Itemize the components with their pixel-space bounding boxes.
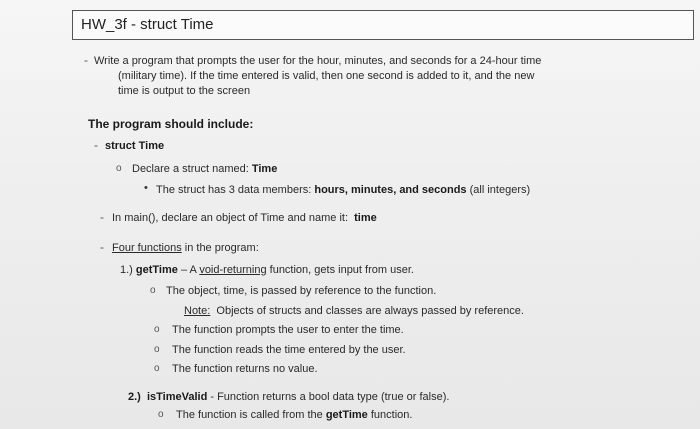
struct-label: struct Time (105, 140, 165, 152)
members-prefix: The struct has 3 data members: (156, 184, 312, 196)
main-prefix: In main(), declare an object of Time and name it: (112, 212, 349, 224)
function-1-number: 1.) (120, 264, 133, 276)
functions-heading-underlined: Four functions (112, 242, 182, 254)
intro-line-1: Write a program that prompts the user for the hour, minutes, and seconds for a 24-hour time (94, 55, 542, 67)
dot-bullet-icon: • (144, 182, 148, 194)
circle-bullet-icon: o (116, 163, 122, 174)
function-2-line (128, 391, 449, 403)
function-1-bullet-1: The object, time, is passed by reference to the function. (166, 285, 437, 297)
struct-dash: - (94, 138, 98, 152)
function-1-name: getTime (135, 264, 178, 276)
note-text: Objects of structs and classes are always passed by reference. (216, 305, 524, 317)
function-2-number: 2.) (128, 391, 141, 403)
function-1-line (120, 264, 414, 276)
function-1-bullet-3: The function reads the time entered by the user. (172, 344, 406, 356)
declare-line (132, 163, 277, 175)
note-label: Note: (184, 305, 211, 317)
main-dash: - (100, 210, 104, 224)
function-1-underlined: void-returning (199, 264, 267, 276)
functions-heading (112, 242, 259, 254)
function-2-name: isTimeValid (146, 391, 208, 403)
declare-name: Time (251, 163, 278, 175)
members-names: hours, minutes, and seconds (314, 184, 467, 196)
function-1-note (184, 305, 524, 317)
functions-dash: - (100, 240, 104, 254)
function-1-bullet-4: The function returns no value. (172, 363, 318, 375)
function-2-rest: - Function returns a bool data type (true or false). (210, 391, 450, 403)
page-title: HW_3f - struct Time (81, 16, 214, 33)
function-1-sep: – A (180, 264, 197, 276)
function-2-bullet-prefix: The function is called from the (176, 409, 323, 421)
circle-bullet-icon: o (154, 344, 160, 355)
main-line (112, 212, 377, 224)
function-2-bullet-1 (176, 409, 412, 421)
functions-heading-rest: in the program: (184, 242, 259, 254)
circle-bullet-icon: o (154, 363, 160, 374)
declare-prefix: Declare a struct named: (132, 163, 249, 175)
function-1-rest: function, gets input from user. (269, 264, 414, 276)
function-2-bullet-bold: getTime (325, 409, 368, 421)
circle-bullet-icon: o (150, 285, 156, 296)
members-suffix: (all integers) (469, 184, 531, 196)
intro-line-2: (military time). If the time entered is valid, then one second is added to it, and the new (118, 70, 535, 82)
title-box (72, 10, 694, 40)
members-line (156, 184, 530, 196)
intro-line-3: time is output to the screen (118, 85, 251, 97)
main-object-name: time (354, 212, 377, 224)
include-heading: The program should include: (88, 117, 254, 131)
intro-dash: - (84, 53, 88, 67)
function-1-bullet-2: The function prompts the user to enter the time. (172, 324, 404, 336)
circle-bullet-icon: o (154, 324, 160, 335)
circle-bullet-icon: o (158, 409, 164, 420)
function-2-bullet-suffix: function. (370, 409, 413, 421)
